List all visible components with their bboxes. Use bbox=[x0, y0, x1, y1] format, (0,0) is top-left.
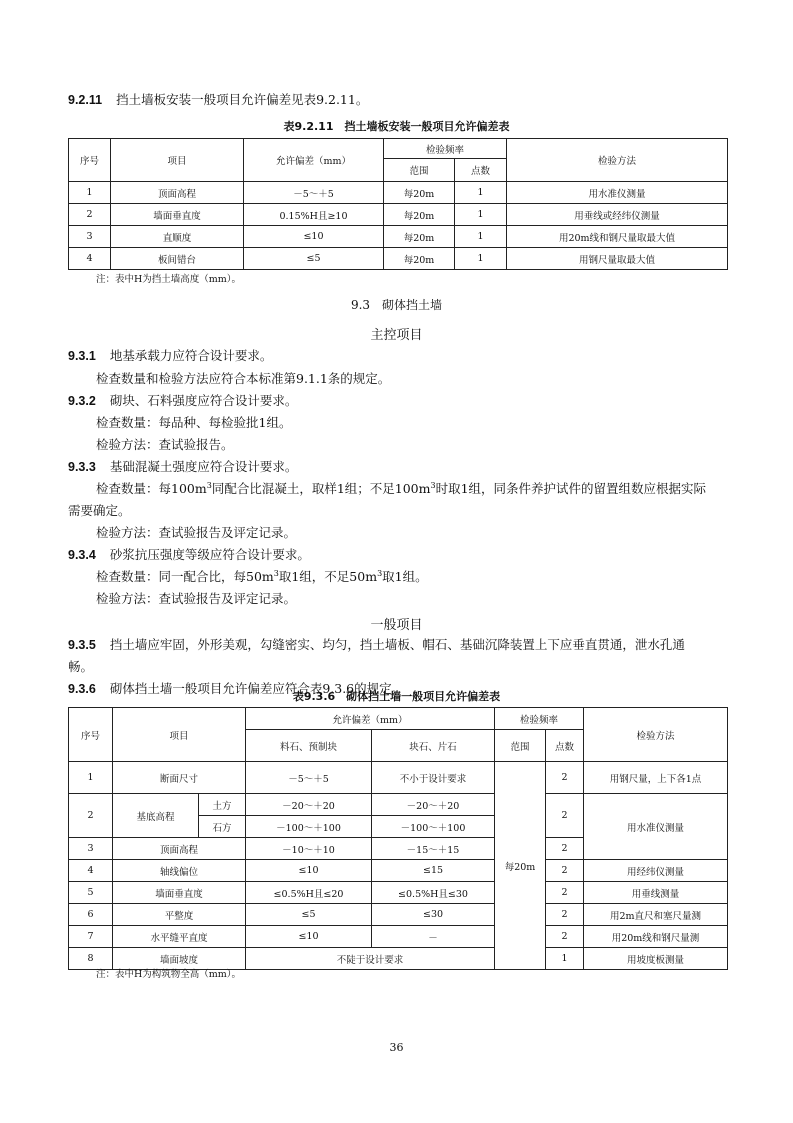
table-row: 石方 －100～＋100 －100～＋100 bbox=[69, 816, 728, 838]
main-items-heading: 主控项目 bbox=[370, 328, 423, 343]
table-row: 5 墙面垂直度 ≤0.5%H且≤20 ≤0.5%H且≤30 2 用垂线测量 bbox=[69, 882, 728, 904]
header-method: 检验方法 bbox=[584, 708, 728, 762]
section-title: 9.3 砌体挡土墙 bbox=[350, 298, 443, 312]
range-merged: 每20m bbox=[495, 762, 546, 970]
table-row: 2 基底高程 土方 －20～＋20 －20～＋20 2 用水准仪测量 bbox=[69, 794, 728, 816]
document-page: 9.2.11 挡土墙板安装一般项目允许偏差见表9.2.11。 表9.2.11 挡土墙板安装一般项目允许偏差表 序号 项目 允许偏差（mm） 检验频率 检验方法 范围 点数 1 顶面高程 －5～＋5 每20m 1 用水准仪测量 2 墙面垂直度 0.15%H且≥10 每20m 1 用垂线或经纬仪测量 3 直顺度 ≤10 每20m 1 用20m线和钢尺量取最大值 4 板间错台 ≤5 每20m 1 用钢尺量取最大值 注：表中H为挡土墙高度（mm）。 9.3 砌体挡土墙 主控项目 9.3.1 地基承载力应符合设计要求。 检查数量和检验方法应符合本标准第9.1.1条的规定。 9.3.2 砌块、石料强度应符合设计要求。 检查数量：每品种、每检验批1组。 检验方法：查试验报告。 9.3.3 基础混凝土强度应符合设计要求。 检查数量：每$100m^3$同配合比混凝土，取样1组；不足$100m^3$时取1组，同条件养护试件的留置组数应根据实际 需要确定。 检验方法：查试验报告及评定记录。 9.3.4 砂浆抗压强度等级应符合设计要求。 检查数量：同一配合比，每$50m^3$取1组，不足$50m^3$取1组。 检验方法：查试验报告及评定记录。 一般项目 9.3.5 挡土墙应牢固，外形美观，勾缝密实、均匀，挡土墙板、帽石、基础沉降装置上下应垂直贯通，泄水孔通 畅。 9.3.6 砌体挡土墙一般项目允许偏差应符合表9.3.6的规定。 表9.3.6 砌体挡土墙一般项目允许偏差表 序号 项目 允许偏差（mm） 检验频率 检验方法 料石、预制块 块石、片石 范围 点数 1 断面尺寸 －5～＋5 不小于设计要求 每20m 2 用钢尺量，上下各1点 2 基底高程 土方 －20～＋20 －20～＋20 2 用水准仪测量 石方 －100～＋100 －100～＋100 3 顶面高程 －10～＋10 －15～＋15 2 4 轴线偏位 ≤10 ≤15 2 用经纬仪测量 5 墙面垂直度 ≤0.5%H且≤20 ≤0.5%H且≤30 2 用垂线测量 6 平整度 ≤5 ≤30 2 用2m直尺和塞尺量测 7 水平缝平直度 ≤10 － 2 用20m线和钢尺量测 8 墙面坡度 不陡于设计要求 1 用坡度板测量 注：表中H为构筑物全高（mm）。 36 bbox=[0, 0, 793, 1123]
table-row: 2 墙面垂直度 0.15%H且≥10 每20m 1 用垂线或经纬仪测量 bbox=[69, 204, 728, 226]
table-9-2-11 bbox=[68, 138, 728, 270]
clause-9-3-4: 9.3.4 砂浆抗压强度等级应符合设计要求。 bbox=[68, 547, 310, 562]
header-item: 项目 bbox=[111, 139, 244, 182]
header-item: 项目 bbox=[113, 708, 246, 762]
table-9-3-6-note: 注：表中H为构筑物全高（mm）。 bbox=[96, 969, 242, 980]
table-row: 8 墙面坡度 不陡于设计要求 1 用坡度板测量 bbox=[69, 948, 728, 970]
table-9-2-11-caption: 表9.2.11 挡土墙板安装一般项目允许偏差表 bbox=[283, 120, 510, 133]
table-9-3-6: 序号 项目 允许偏差（mm） 检验频率 检验方法 料石、预制块 块石、片石 范围 点数 1 断面尺寸 －5～＋5 不小于设计要求 每20m 2 用钢尺量，上下各1点 2 基底高程 土方 －20～＋20 －20～＋20 2 用水准仪测量 石方 －100～＋100 －100～＋100 3 顶面高程 －10～＋10 －15～＋15 2 4 轴线偏位 ≤10 ≤15 2 用经纬仪测量 5 墙面垂直度 ≤0.5%H且≤20 ≤0.5%H且≤30 2 用垂线测量 6 平整度 ≤5 ≤30 2 用2m直尺和塞尺量测 7 水平缝平直度 ≤10 － 2 用20m线和钢尺量测 8 墙面坡度 不陡于设计要求 1 用坡度板测量 bbox=[68, 707, 728, 970]
header-no: 序号 bbox=[69, 708, 113, 762]
clause-9-3-6: 9.3.6 砌体挡土墙一般项目允许偏差应符合表9.3.6的规定。 bbox=[68, 681, 405, 696]
clause-9-3-5: 9.3.5 挡土墙应牢固，外形美观，勾缝密实、均匀，挡土墙板、帽石、基础沉降装置上下应垂直贯通，泄水孔通 bbox=[68, 637, 685, 652]
table-row: 4 轴线偏位 ≤10 ≤15 2 用经纬仪测量 bbox=[69, 860, 728, 882]
table-row: 4 板间错台 ≤5 每20m 1 用钢尺量取最大值 bbox=[69, 248, 728, 270]
header-method: 检验方法 bbox=[507, 139, 728, 182]
header-tolerance: 允许偏差（mm） bbox=[246, 708, 495, 730]
table-9-2-11-note: 注：表中H为挡土墙高度（mm）。 bbox=[96, 274, 242, 285]
table-row: 7 水平缝平直度 ≤10 － 2 用20m线和钢尺量测 bbox=[69, 926, 728, 948]
table-row: 1 顶面高程 －5～＋5 每20m 1 用水准仪测量 bbox=[69, 182, 728, 204]
clause-9-3-3: 9.3.3 基础混凝土强度应符合设计要求。 bbox=[68, 459, 298, 474]
clause-9-3-2: 9.3.2 砌块、石料强度应符合设计要求。 bbox=[68, 393, 298, 408]
header-frequency: 检验频率 bbox=[384, 139, 507, 159]
header-points: 点数 bbox=[455, 159, 507, 182]
header-frequency: 检验频率 bbox=[495, 708, 584, 730]
table-row: 3 顶面高程 －10～＋10 －15～＋15 2 bbox=[69, 838, 728, 860]
table-9-3-6-caption: 表9.3.6 砌体挡土墙一般项目允许偏差表 bbox=[292, 690, 501, 703]
general-items-heading: 一般项目 bbox=[370, 618, 423, 633]
header-tolerance: 允许偏差（mm） bbox=[244, 139, 384, 182]
header-no: 序号 bbox=[69, 139, 111, 182]
clause-9-3-1: 9.3.1 地基承载力应符合设计要求。 bbox=[68, 348, 273, 363]
table-row: 1 断面尺寸 －5～＋5 不小于设计要求 每20m 2 用钢尺量，上下各1点 bbox=[69, 762, 728, 794]
clause-9-2-11: 9.2.11 挡土墙板安装一般项目允许偏差见表9.2.11。 bbox=[68, 92, 369, 107]
page-number: 36 bbox=[389, 1041, 404, 1054]
header-range: 范围 bbox=[384, 159, 455, 182]
table-row: 3 直顺度 ≤10 每20m 1 用20m线和钢尺量取最大值 bbox=[69, 226, 728, 248]
table-row: 6 平整度 ≤5 ≤30 2 用2m直尺和塞尺量测 bbox=[69, 904, 728, 926]
